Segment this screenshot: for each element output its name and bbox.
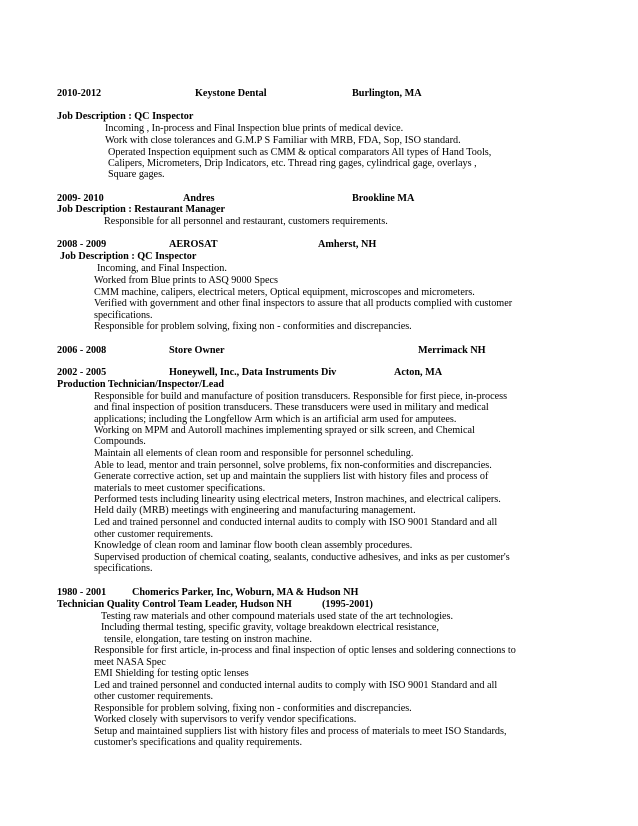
job-dates: 2008 - 2009 — [57, 239, 107, 250]
job-dates: 2010-2012 — [57, 88, 102, 99]
job-title-dates: (1995-2001) — [322, 599, 373, 610]
job-duty: Work with close tolerances and G.M.P S Familiar with MRB, FDA, Sop, ISO standard. — [105, 135, 461, 146]
job-duty: Responsible for problem solving, fixing non - conformities and discrepancies. — [94, 321, 412, 332]
job-location: Merrimack NH — [418, 345, 486, 356]
job-duty: Led and trained personnel and conducted internal audits to comply with ISO 9001 Standard and all — [94, 517, 498, 528]
job-duty: CMM machine, calipers, electrical meters, Optical equipment, microscopes and micrometers. — [94, 287, 475, 298]
job-duty: Setup and maintained suppliers list with history files and process of materials to meet ISO Standards, — [94, 726, 507, 737]
job-company: AEROSAT — [169, 239, 218, 250]
job-duty: specifications. — [94, 310, 153, 321]
job-location: Burlington, MA — [352, 88, 422, 99]
job-duty: Incoming, and Final Inspection. — [97, 263, 227, 274]
job-title: Production Technician/Inspector/Lead — [57, 379, 225, 390]
job-duty: Operated Inspection equipment such as CMM & optical comparators All types of Hand Tools, — [108, 147, 492, 158]
job-dates: 2002 - 2005 — [57, 367, 107, 378]
job-duty: meet NASA Spec — [94, 657, 166, 668]
job-dates: 2009- 2010 — [57, 193, 104, 204]
job-location: Brookline MA — [352, 193, 415, 204]
job-company: Andres — [183, 193, 215, 204]
job-duty: Performed tests including linearity using electrical meters, Instron machines, and electrical calipers. — [94, 494, 501, 505]
job-duty: Responsible for first article, in-process and final inspection of optic lenses and soldering connections to — [94, 645, 516, 656]
job-duty: Able to lead, mentor and train personnel, solve problems, fix non-conformities and discrepancies. — [94, 460, 492, 471]
job-company: Store Owner — [169, 345, 225, 356]
job-duty: tensile, elongation, tare testing on instron machine. — [104, 634, 312, 645]
job-company: Keystone Dental — [195, 88, 267, 99]
job-duty: Compounds. — [94, 436, 146, 447]
job-title: Job Description : QC Inspector — [57, 111, 194, 122]
job-duty: customer's specifications and quality requirements. — [94, 737, 303, 748]
job-location: Acton, MA — [394, 367, 443, 378]
job-duty: Worked from Blue prints to ASQ 9000 Specs — [94, 275, 278, 286]
job-dates: 1980 - 2001 — [57, 587, 107, 598]
job-title: Job Description : Restaurant Manager — [57, 204, 226, 215]
job-duty: Verified with government and other final inspectors to assure that all products complied with customer — [94, 298, 513, 309]
job-duty: Supervised production of chemical coating, sealants, conductive adhesives, and inks as per customer's — [94, 552, 510, 563]
job-duty: Including thermal testing, specific gravity, voltage breakdown electrical resistance, — [101, 622, 439, 633]
job-duty: Calipers, Micrometers, Drip Indicators, etc. Thread ring gages, cylindrical gage, overlays , — [108, 158, 477, 169]
job-dates: 2006 - 2008 — [57, 345, 107, 356]
job-company: Honeywell, Inc., Data Instruments Div — [169, 367, 337, 378]
job-duty: Testing raw materials and other compound materials used state of the art technologies. — [101, 611, 454, 622]
job-duty: Maintain all elements of clean room and responsible for personnel scheduling. — [94, 448, 414, 459]
job-duty: materials to meet customer specifications. — [94, 483, 266, 494]
job-location: Amherst, NH — [318, 239, 377, 250]
job-duty: Working on MPM and Autoroll machines implementing sprayed or silk screen, and Chemical — [94, 425, 475, 436]
job-title: Job Description : QC Inspector — [60, 251, 197, 262]
job-duty: Responsible for problem solving, fixing non - conformities and discrepancies. — [94, 703, 412, 714]
job-duty: Square gages. — [108, 169, 165, 180]
job-duty: Generate corrective action, set up and maintain the suppliers list with history files and process of — [94, 471, 489, 482]
job-company: Chomerics Parker, Inc, Woburn, MA & Hudson NH — [132, 587, 359, 598]
job-duty: Led and trained personnel and conducted internal audits to comply with ISO 9001 Standard and all — [94, 680, 498, 691]
job-duty: Held daily (MRB) meetings with engineering and manufacturing management. — [94, 505, 416, 516]
job-duty: Responsible for build and manufacture of position transducers. Responsible for first piece, in-process — [94, 391, 508, 402]
job-duty: Knowledge of clean room and laminar flow booth clean assembly procedures. — [94, 540, 413, 551]
job-duty: other customer requirements. — [94, 691, 214, 702]
job-duty: Incoming , In-process and Final Inspection blue prints of medical device. — [105, 123, 404, 134]
job-duty: EMI Shielding for testing optic lenses — [94, 668, 249, 679]
job-duty: and final inspection of position transducers. These transducers were used in military and medical — [94, 402, 489, 413]
job-duty: other customer requirements. — [94, 529, 214, 540]
job-duty: Worked closely with supervisors to verify vendor specifications. — [94, 714, 357, 725]
job-title: Technician Quality Control Team Leader, Hudson NH — [57, 599, 292, 610]
job-duty: specifications. — [94, 563, 153, 574]
job-duty: Responsible for all personnel and restaurant, customers requirements. — [104, 216, 388, 227]
job-duty: applications; including the Longfellow Arm which is an artificial arm used for amputees. — [94, 414, 457, 425]
